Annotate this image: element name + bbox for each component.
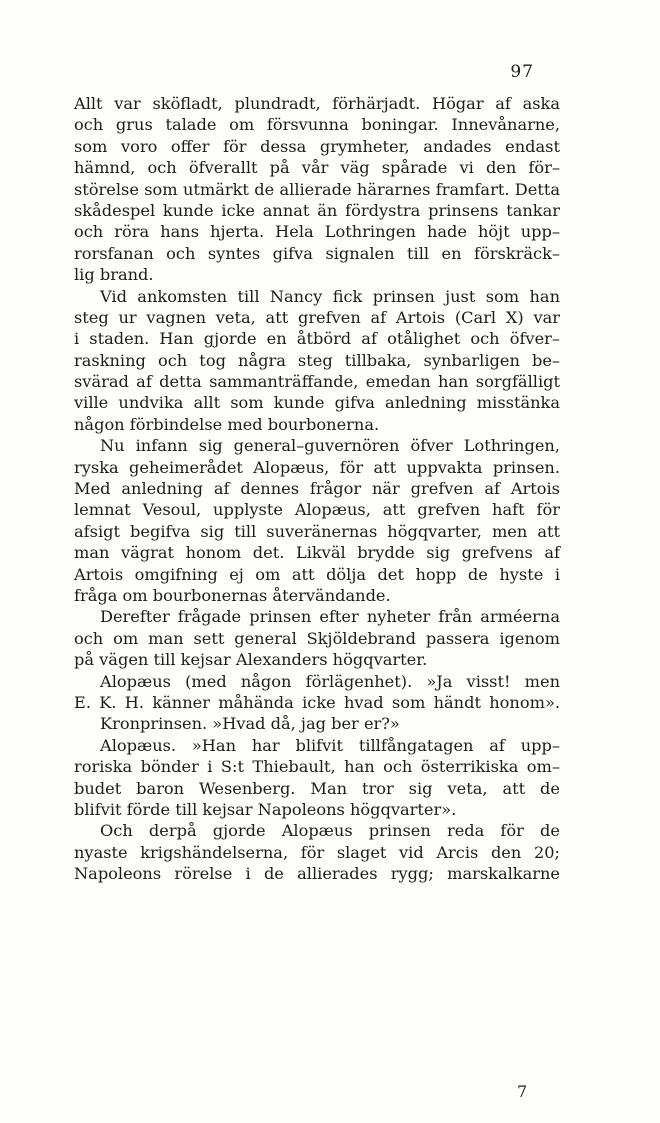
text-line: afsigt begifva sig till suveränernas högqvarter, men att <box>74 521 560 541</box>
text-line: blifvit förde till kejsar Napoleons högqvarter». <box>74 799 457 819</box>
text-line: störelse som utmärkt de allierade härarnes framfart. Detta <box>74 179 560 199</box>
text-line: Kronprinsen. »Hvad då, jag ber er?» <box>100 714 400 734</box>
text-line: Allt var sköfladt, plundradt, förhärjadt. Högar af aska <box>74 94 560 113</box>
text-line: Alopæus. »Han har blifvit tillfångatagen af upp– <box>100 735 560 755</box>
text-line: man vägrat honom det. Likväl brydde sig grefvens af <box>74 543 560 563</box>
text-line: fråga om bourbonernas återvändande. <box>74 585 391 605</box>
text-line: lig brand. <box>74 265 154 285</box>
text-line: raskning och tog några steg tillbaka, synbarligen be– <box>74 350 560 370</box>
text-line: lemnat Vesoul, upplyste Alopæus, att grefven haft för <box>74 500 560 520</box>
text-line: i staden. Han gjorde en åtbörd af otålighet och öfver– <box>74 329 560 349</box>
text-line: Alopæus (med någon förlägenhet). »Ja visst! men <box>100 671 560 691</box>
text-line: svärad af detta sammanträffande, emedan han sorgfälligt <box>74 372 560 392</box>
text-line: ryska geheimerådet Alopæus, för att uppvakta prinsen. <box>74 457 560 477</box>
text-line: på vägen till kejsar Alexanders högqvarter. <box>74 650 428 670</box>
text-line: Derefter frågade prinsen efter nyheter från arméerna <box>100 607 560 627</box>
text-line: steg ur vagnen veta, att grefven af Artois (Carl X) var <box>74 307 560 327</box>
text-line: och grus talade om försvunna boningar. Innevånarne, <box>74 115 560 135</box>
text-line: och om man sett general Skjöldebrand passera igenom <box>74 628 560 648</box>
text-line: som voro offer för dessa grymheter, andades endast <box>74 136 560 156</box>
text-line: och röra hans hjerta. Hela Lothringen hade höjt upp– <box>74 222 560 242</box>
text-line: någon förbindelse med bourbonerna. <box>74 414 380 434</box>
text-line: rorsfanan och syntes gifva signalen till en förskräck– <box>74 243 560 263</box>
text-line: Nu infann sig general–guvernören öfver Lothringen, <box>100 436 560 456</box>
page-number: 97 <box>510 62 534 82</box>
text-line: Med anledning af dennes frågor när grefven af Artois <box>74 479 560 499</box>
body-text <box>74 93 560 884</box>
text-line: Napoleons rörelse i de allierades rygg; marskalkarne <box>74 864 560 884</box>
text-line: budet baron Wesenberg. Man tror sig veta, att de <box>74 778 560 798</box>
text-line: nyaste krigshändelserna, för slaget vid Arcis den 20; <box>74 842 560 862</box>
text-line: Artois omgifning ej om att dölja det hopp de hyste i <box>74 564 560 584</box>
text-line: Vid ankomsten till Nancy fick prinsen just som han <box>100 286 560 306</box>
text-line: hämnd, och öfverallt på vår väg spårade vi den för– <box>74 158 560 178</box>
text-line: Och derpå gjorde Alopæus prinsen reda för de <box>100 821 560 841</box>
text-line: ville undvika allt som kunde gifva anledning misstänka <box>74 393 560 413</box>
text-line: roriska bönder i S:t Thiebault, han och österrikiska om– <box>74 757 560 777</box>
signature-mark: 7 <box>517 1082 528 1101</box>
text-line: skådespel kunde icke annat än fördystra prinsens tankar <box>74 200 560 220</box>
text-line: E. K. H. känner måhända icke hvad som händt honom». <box>74 692 560 712</box>
